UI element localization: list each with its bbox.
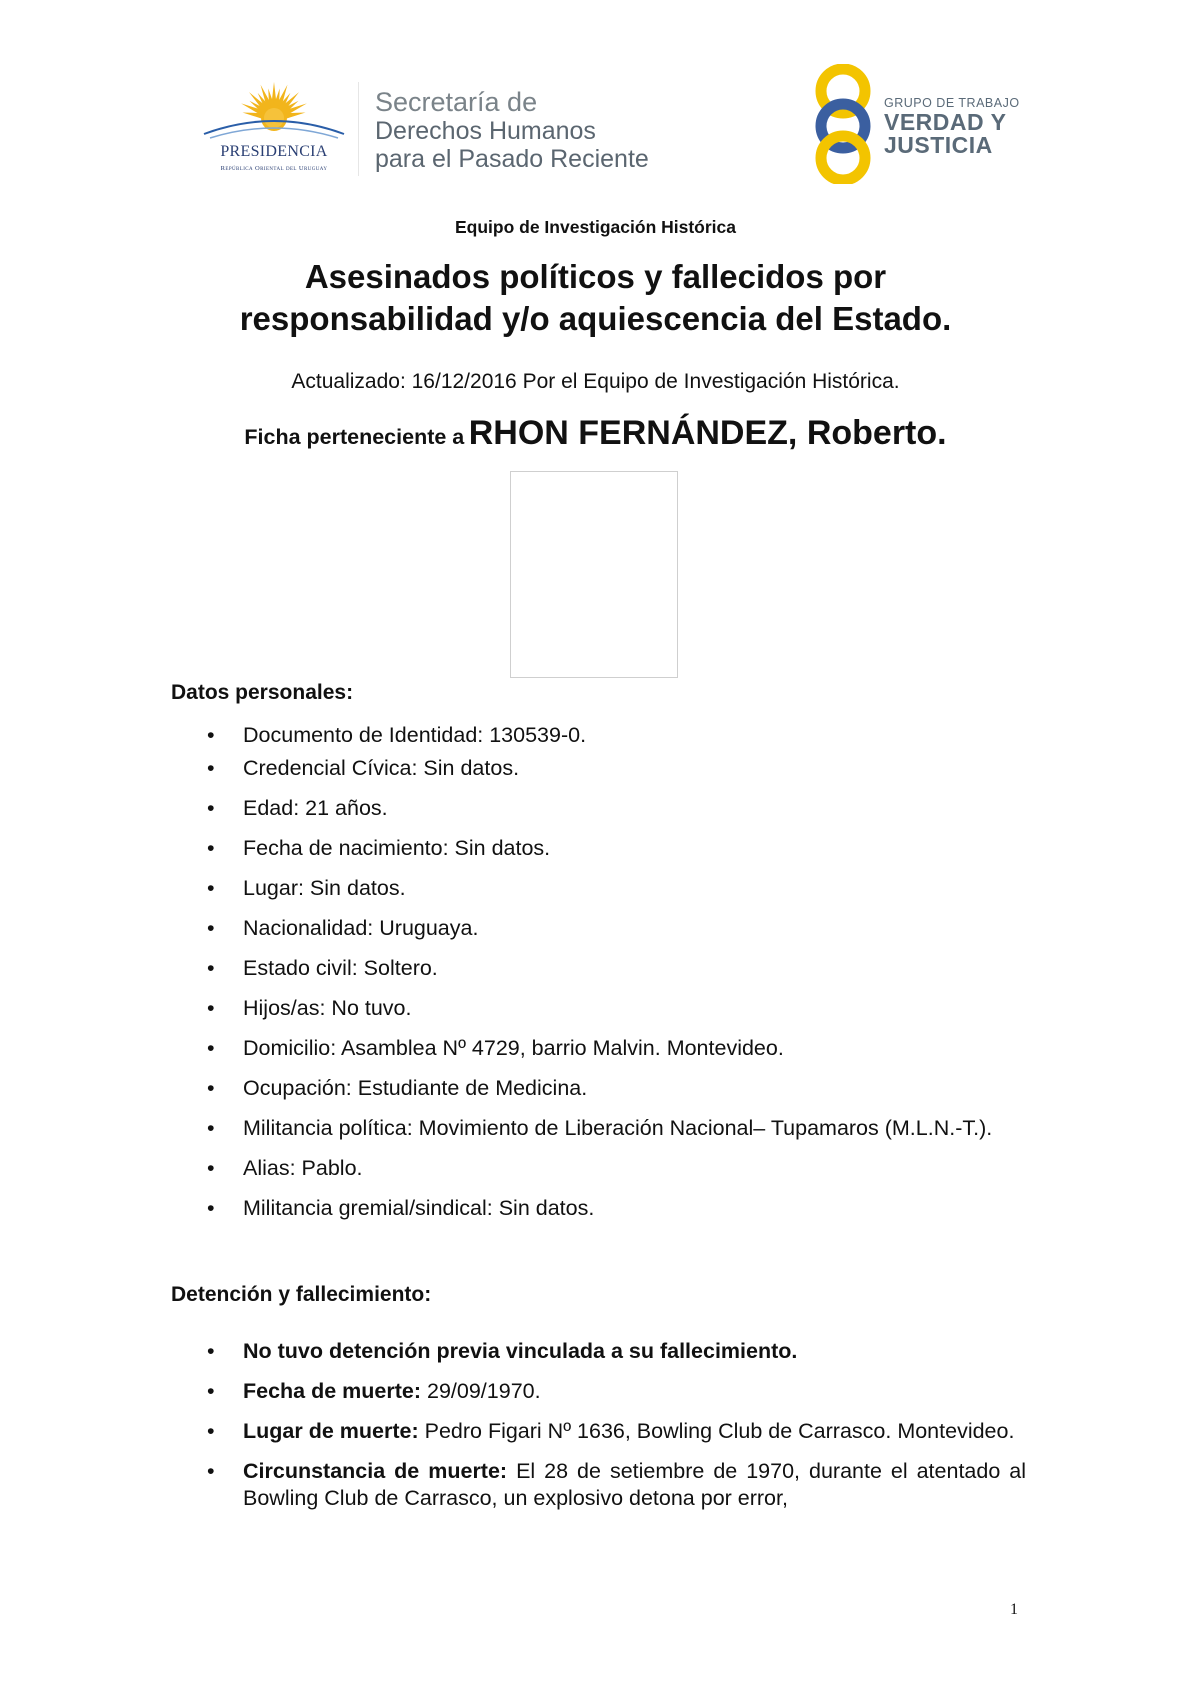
bullet: • xyxy=(207,1036,215,1060)
list-item xyxy=(171,1035,1026,1062)
interlocking-rings-icon xyxy=(810,64,880,184)
item-text: Militancia política: Movimiento de Liberación Nacional– Tupamaros (M.L.N.-T.). xyxy=(243,1116,993,1140)
bullet: • xyxy=(207,1156,215,1180)
list-item xyxy=(171,1155,1026,1182)
list-item xyxy=(171,1418,1026,1445)
item-text-bold: No tuvo detención previa vinculada a su fallecimiento. xyxy=(243,1339,798,1363)
bullet: • xyxy=(207,1076,215,1100)
list-item xyxy=(171,1195,1026,1222)
photo-placeholder xyxy=(510,471,678,678)
document-header xyxy=(0,0,1191,200)
item-value: Pedro Figari Nº 1636, Bowling Club de Carrasco. Montevideo. xyxy=(418,1419,1015,1443)
item-label: Circunstancia de muerte: xyxy=(243,1459,508,1483)
list-item xyxy=(171,1075,1026,1102)
secretaria-logo-text xyxy=(375,88,649,173)
bullet: • xyxy=(207,1379,215,1403)
bullet: • xyxy=(207,916,215,940)
bullet: • xyxy=(207,756,215,780)
secretaria-line-2: Derechos Humanos xyxy=(375,117,596,145)
item-text: Nacionalidad: Uruguaya. xyxy=(243,916,479,940)
title-line-2: responsabilidad y/o aquiescencia del Estado. xyxy=(239,300,952,337)
bullet: • xyxy=(207,723,215,747)
list-item xyxy=(171,995,1026,1022)
item-text: Lugar: Sin datos. xyxy=(243,876,406,900)
item-text: Documento de Identidad: 130539-0. xyxy=(243,723,587,747)
item-text: Estado civil: Soltero. xyxy=(243,956,438,980)
item-text: Domicilio: Asamblea Nº 4729, barrio Malvin. Montevideo. xyxy=(243,1036,784,1060)
secretaria-line-1: Secretaría de xyxy=(375,87,538,117)
list-item xyxy=(171,1115,1026,1142)
item-value: El 28 de setiembre de 1970, durante el atentado al Bowling Club de Carrasco, un explosivo detona por error, xyxy=(243,1459,1027,1510)
sun-icon xyxy=(196,78,352,142)
grupo-line-3: JUSTICIA xyxy=(884,132,993,158)
list-item xyxy=(171,835,1026,862)
list-item xyxy=(171,755,1026,782)
list-item xyxy=(171,955,1026,982)
bullet: • xyxy=(207,996,215,1020)
grupo-line-1: GRUPO DE TRABAJO xyxy=(884,96,1020,110)
detencion-list xyxy=(171,1338,1026,1512)
list-item xyxy=(171,1458,1026,1512)
item-text: Credencial Cívica: Sin datos. xyxy=(243,756,520,780)
item-text: Edad: 21 años. xyxy=(243,796,388,820)
bullet: • xyxy=(207,836,215,860)
bullet: • xyxy=(207,1339,215,1363)
grupo-line-2: VERDAD Y xyxy=(884,109,1007,135)
bullet: • xyxy=(207,1419,215,1443)
bullet: • xyxy=(207,1196,215,1220)
secretaria-line-3: para el Pasado Reciente xyxy=(375,145,649,173)
presidencia-logo xyxy=(196,78,352,178)
item-label: Fecha de muerte: xyxy=(243,1379,422,1403)
ficha-prefix: Ficha perteneciente a xyxy=(244,425,465,449)
datos-personales-heading: Datos personales: xyxy=(171,681,354,704)
list-item xyxy=(171,1378,1026,1405)
item-label: Lugar de muerte: xyxy=(243,1419,419,1443)
team-label: Equipo de Investigación Histórica xyxy=(454,217,737,237)
item-text: Hijos/as: No tuvo. xyxy=(243,996,412,1020)
ficha-person-name: RHON FERNÁNDEZ, Roberto. xyxy=(468,414,947,452)
bullet: • xyxy=(207,876,215,900)
datos-personales-list xyxy=(171,722,1026,1222)
bullet: • xyxy=(207,1116,215,1140)
page-number: 1 xyxy=(1010,1601,1018,1618)
list-item xyxy=(171,795,1026,822)
item-text: Ocupación: Estudiante de Medicina. xyxy=(243,1076,588,1100)
page-title xyxy=(0,256,1191,340)
item-text: Militancia gremial/sindical: Sin datos. xyxy=(243,1196,595,1220)
ficha-heading xyxy=(0,414,1191,453)
list-item xyxy=(171,722,1026,749)
bullet: • xyxy=(207,1459,215,1483)
item-text: Fecha de nacimiento: Sin datos. xyxy=(243,836,551,860)
list-item xyxy=(171,1338,1026,1365)
detencion-heading: Detención y fallecimiento: xyxy=(171,1283,432,1306)
bullet: • xyxy=(207,796,215,820)
grupo-trabajo-logo xyxy=(810,64,1030,184)
title-line-1: Asesinados políticos y fallecidos por xyxy=(304,258,887,295)
updated-line: Actualizado: 16/12/2016 Por el Equipo de Investigación Histórica. xyxy=(291,370,900,393)
presidencia-subtitle: República Oriental del Uruguay xyxy=(220,165,328,172)
presidencia-name: PRESIDENCIA xyxy=(220,143,328,160)
item-value: 29/09/1970. xyxy=(421,1379,541,1403)
header-divider xyxy=(358,82,359,176)
list-item xyxy=(171,875,1026,902)
item-text: Alias: Pablo. xyxy=(243,1156,363,1180)
bullet: • xyxy=(207,956,215,980)
list-item xyxy=(171,915,1026,942)
